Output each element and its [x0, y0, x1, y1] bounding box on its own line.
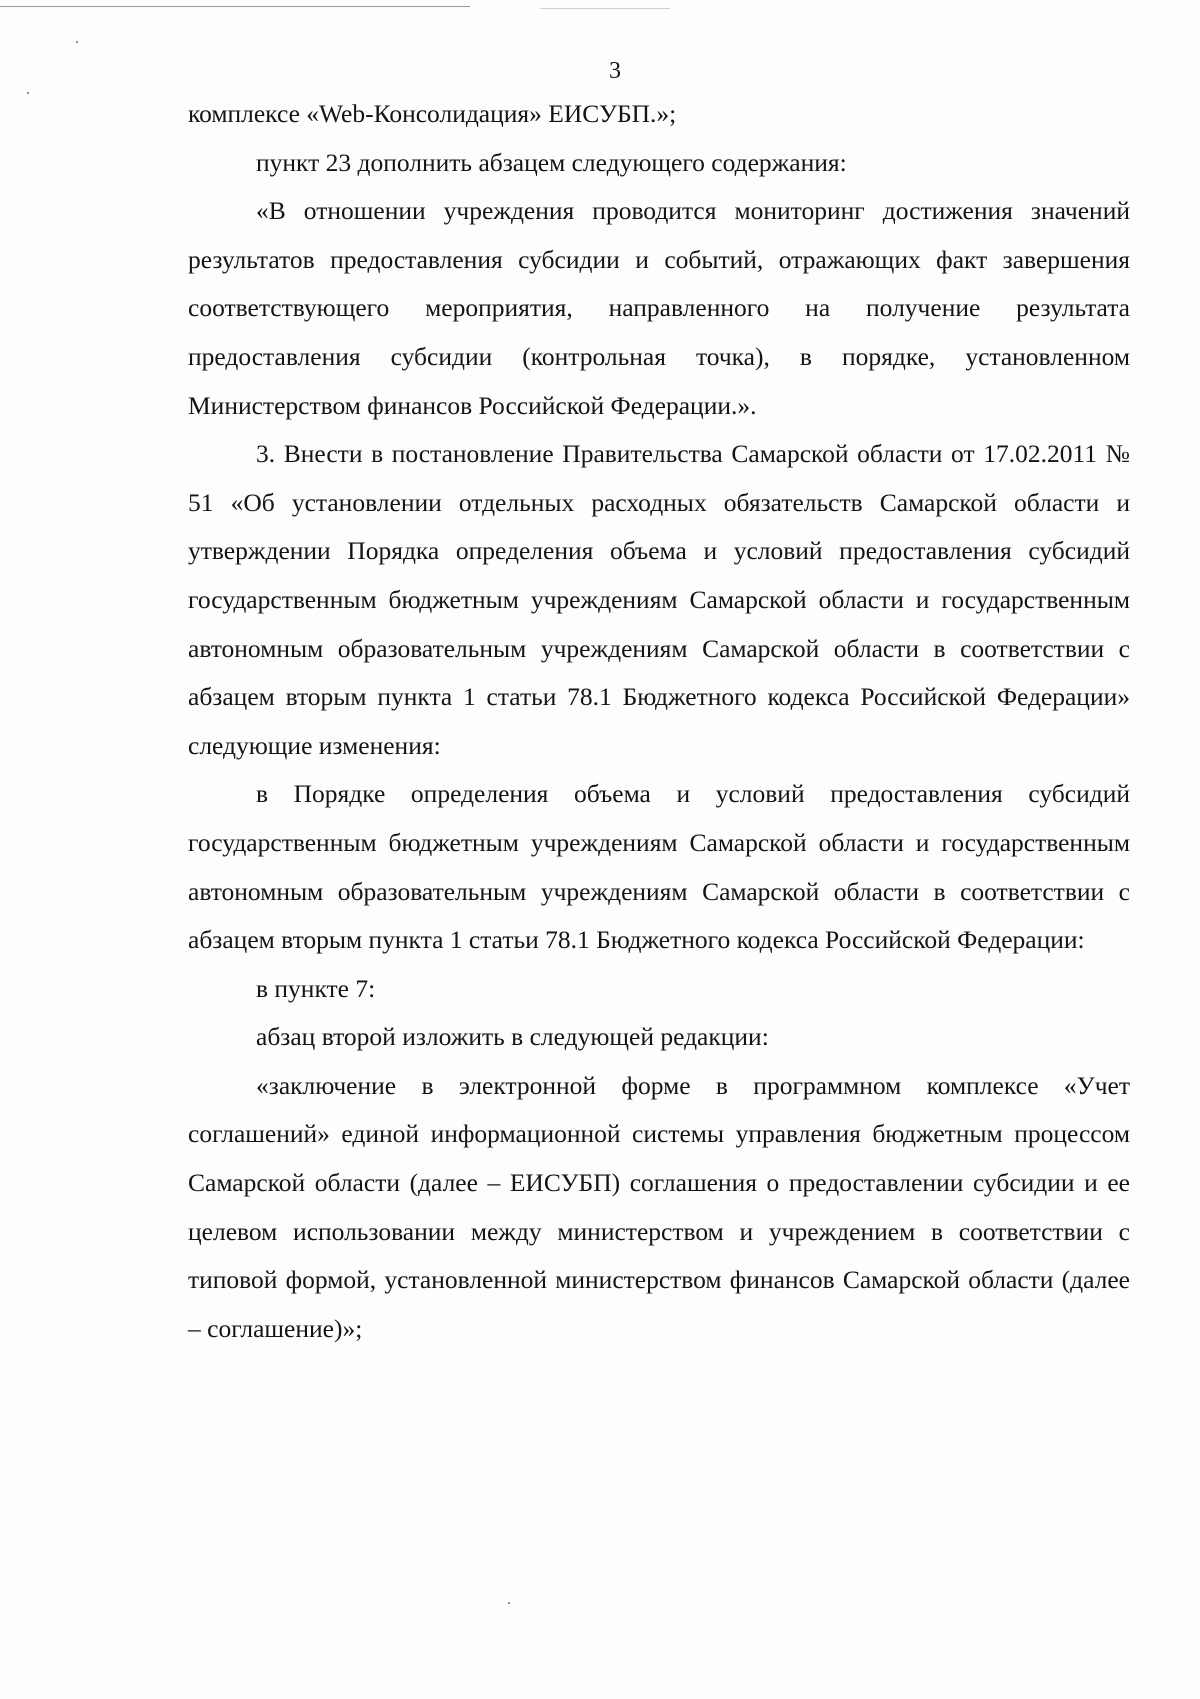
- paragraph-quoted-agreement: «заключение в электронной форме в программном комплексе «Учет соглашений» единой информационной системы управления бюджетным процессом Самарской области (далее – ЕИСУБП) соглашения о предоставлении субсидии и ее целевом использовании между министерством и учреждением в соответствии с типовой формой, установленной министерством финансов Самарской области (далее – соглашение)»;: [188, 1070, 1130, 1343]
- paragraph-item-3: 3. Внести в постановление Правительства Самарской области от 17.02.2011 № 51 «Об установлении отдельных расходных обязательств Самарской области и утверждении Порядка определения объема и условий предоставления субсидий государственным бюджетным учреждениям Самарской области и государственным автономным образовательным учреждениям Самарской области в соответствии с абзацем вторым пункта 1 статьи 78.1 Бюджетного кодекса Российской Федерации» следующие изменения:: [188, 439, 1130, 760]
- scan-artifact-dot: [508, 1602, 510, 1604]
- scan-artifact-line: [540, 8, 670, 9]
- page-number: 3: [609, 58, 621, 84]
- scan-artifact-dot: [76, 41, 78, 43]
- paragraph-quoted-text: «В отношении учреждения проводится мониторинг достижения значений результатов предоставления субсидии и событий, отражающих факт завершения соответствующего мероприятия, направленного на получение результата предоставления субсидии (контрольная точка), в порядке, установленном Министерством финансов Российской Федерации.».: [188, 196, 1130, 420]
- scan-artifact-dot: [27, 92, 29, 94]
- document-body: [188, 90, 1130, 1353]
- paragraph-point-7: в пункте 7:: [256, 973, 376, 1003]
- scan-artifact-line: [0, 6, 470, 7]
- paragraph-amendment-intro: пункт 23 дополнить абзацем следующего содержания:: [256, 147, 847, 177]
- paragraph-procedure: в Порядке определения объема и условий предоставления субсидий государственным бюджетным учреждениям Самарской области и государственным автономным образовательным учреждениям Самарской области в соответствии с абзацем вторым пункта 1 статьи 78.1 Бюджетного кодекса Российской Федерации:: [188, 779, 1130, 955]
- paragraph-continuation: комплексе «Web-Консолидация» ЕИСУБП.»;: [188, 99, 677, 128]
- paragraph-second-abzac: абзац второй изложить в следующей редакции:: [256, 1022, 769, 1052]
